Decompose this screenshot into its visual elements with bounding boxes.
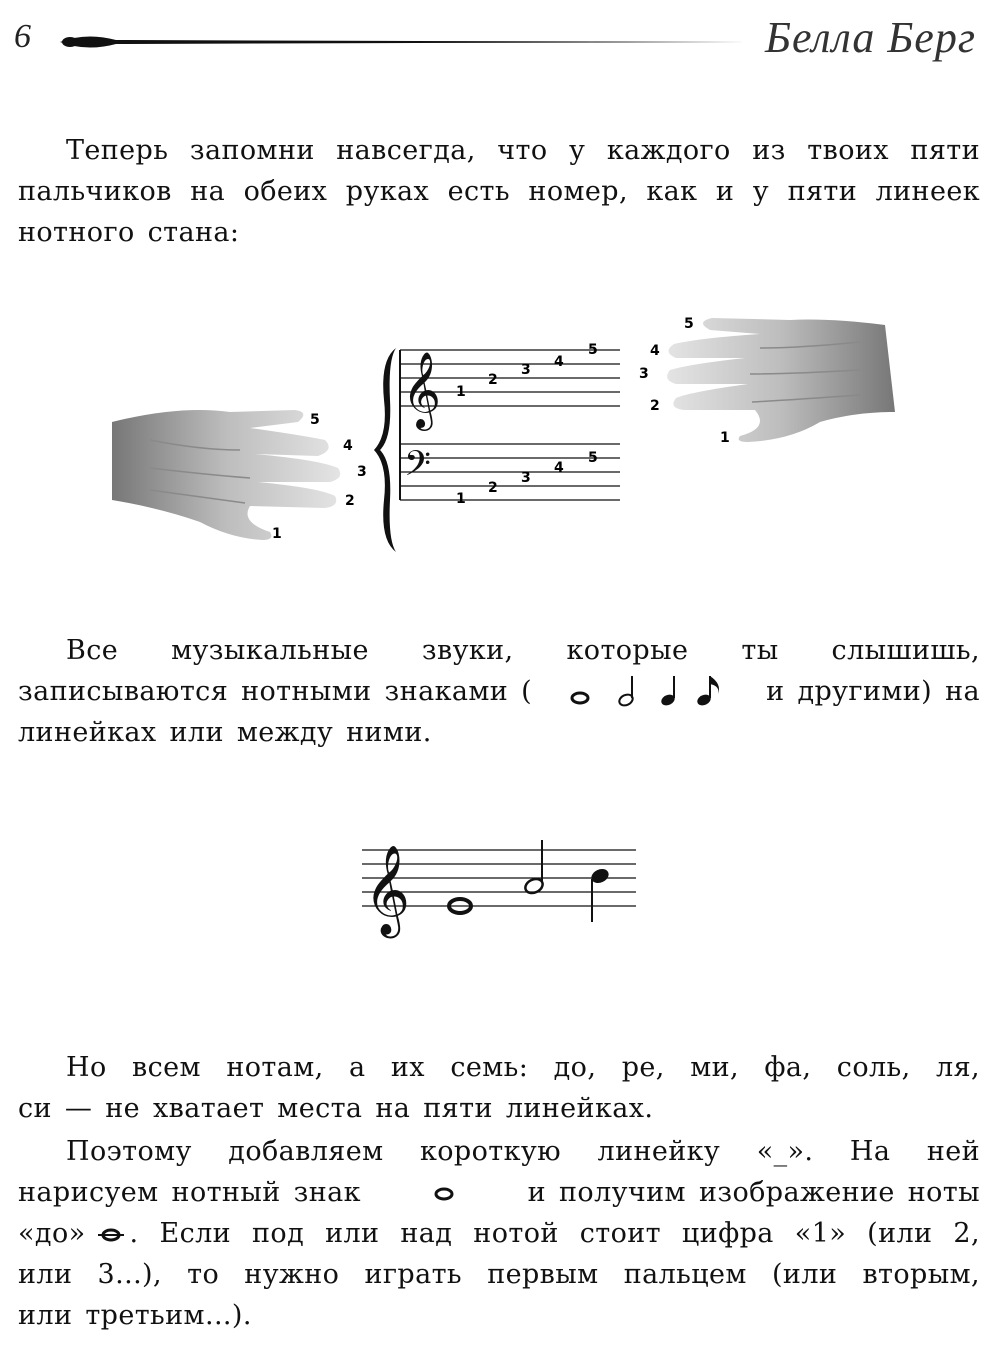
treble-clef-icon: 𝄞 [402, 351, 442, 428]
left-hand-finger-4: 4 [343, 438, 353, 454]
treble-number-2: 2 [488, 372, 498, 388]
treble-number-1: 1 [456, 384, 466, 400]
ledger-note-do-icon [94, 1224, 128, 1244]
p1-line2: пальчиков на обеих руках есть номер, как и у пяти линеек [18, 176, 980, 207]
right-hand-finger-3: 3 [639, 366, 649, 382]
p3-line2: си — не хватает места на пяти линейках. [18, 1093, 654, 1124]
quarter-note-icon [589, 866, 611, 922]
page-number: 6 [14, 18, 31, 55]
right-hand-finger-5: 5 [684, 316, 694, 332]
grand-staff-brace [374, 348, 396, 552]
treble-number-3: 3 [521, 362, 531, 378]
paragraph-seven-notes [18, 1047, 980, 1129]
quarter-note-icon [660, 676, 677, 707]
p4-line5: или третьим...). [18, 1300, 252, 1331]
p2-line3: линейках или между ними. [18, 717, 432, 748]
left-hand-finger-1: 1 [272, 526, 282, 542]
left-hand-finger-2: 2 [345, 493, 355, 509]
right-hand-finger-4: 4 [650, 343, 660, 359]
figure-hands-grand-staff [0, 300, 996, 570]
left-hand-finger-5: 5 [310, 412, 320, 428]
half-note-icon [523, 840, 545, 896]
bass-clef-icon: 𝄢 [404, 443, 432, 492]
author-name: Белла Берг [765, 13, 976, 62]
treble-number-4: 4 [554, 354, 564, 370]
right-hand-finger-2: 2 [650, 398, 660, 414]
p4-line2-end: и получим изображение ноты [527, 1177, 980, 1208]
treble-clef-icon: 𝄞 [364, 845, 411, 935]
bass-number-3: 3 [521, 470, 531, 486]
p4-line2-start: нарисуем нотный знак [18, 1177, 361, 1208]
p2-line2-start: записываются нотными знаками ( [18, 676, 533, 707]
p3-line1: Но всем нотам, а их семь: до, ре, ми, фа, соль, ля, [66, 1052, 980, 1083]
bass-number-2: 2 [488, 480, 498, 496]
paragraph-intro [18, 130, 980, 253]
paragraph-notation [18, 630, 980, 753]
left-hand-finger-3: 3 [357, 464, 367, 480]
half-note-icon [618, 676, 635, 707]
right-hand-image [667, 318, 895, 442]
p2-line2-end: и другими) на [766, 676, 980, 707]
eighth-note-icon [696, 676, 719, 707]
header-ornament-rule [56, 22, 756, 62]
p2-line1: Все музыкальные звуки, которые ты слышишь, [66, 635, 980, 666]
note-symbols-inline [564, 674, 734, 710]
paragraph-ledger-line [18, 1131, 980, 1336]
p4-line3-start: «до» [18, 1218, 86, 1249]
bass-staff [400, 444, 620, 500]
figure-staff-notes [360, 820, 640, 960]
treble-number-5: 5 [588, 342, 598, 358]
whole-note-icon [572, 693, 588, 703]
p1-line1: Теперь запомни навсегда, что у каждого из твоих пяти [66, 135, 980, 166]
p4-line3-end: . Если под или над нотой стоит цифра «1» (или 2, [129, 1218, 980, 1249]
bass-number-5: 5 [588, 450, 598, 466]
p1-line3: нотного стана: [18, 217, 240, 248]
left-hand-image [112, 410, 340, 540]
bass-number-1: 1 [456, 491, 466, 507]
p4-line1: Поэтому добавляем короткую линейку «_». На ней [66, 1136, 980, 1167]
bass-number-4: 4 [554, 460, 564, 476]
right-hand-finger-1: 1 [720, 430, 730, 446]
p4-line4: или 3...), то нужно играть первым пальцем (или вторым, [18, 1259, 980, 1290]
whole-note-icon [432, 1183, 456, 1203]
